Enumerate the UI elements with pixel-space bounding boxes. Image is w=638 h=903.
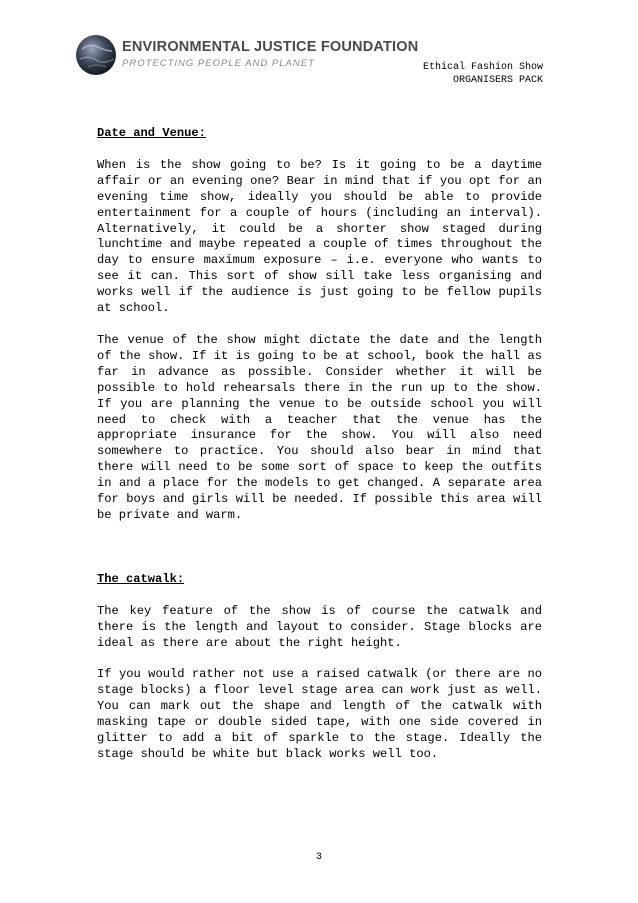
section-heading-catwalk: The catwalk: [97,571,185,586]
paragraph-date: When is the show going to be? Is it going to be a daytime affair or an evening one? Bear in mind that if you opt for an evening time show, ideally you should be able to provide entertainment for a couple of hours (including an interval). Alternatively, it could be a shorter show staged during lunchtime and maybe repeated a couple of times throughout the day to ensure maximum exposure – i.e. everyone who wants to see it can. This sort of show sill take less organising and works well if the audience is just going to be fellow pupils at school. [97,157,542,316]
globe-logo-icon [74,33,118,77]
paragraph-catwalk-floor: If you would rather not use a raised catwalk (or there are no stage blocks) a floor level stage area can work just as well. You can mark out the shape and length of the catwalk with masking tape or double sided tape, with one side covered in glitter to add a bit of sparkle to the stage. Ideally the stage should be white but black works well too. [97,667,542,761]
paragraph-venue: The venue of the show might dictate the date and the length of the show. If it is going to be at school, book the hall as far in advance as possible. Consider whether it will be possible to hold rehearsals there in the run up to the show. If you are planning the venue to be outside school you will need to check with a teacher that the venue has the appropriate insurance for the show. You will also need somewhere to practice. You should also bear in mind that there will need to be some sort of space to keep the outfits in and a place for the models to get changed. A separate area for boys and girls will be needed. If possible this area will be private and warm. [97,332,542,522]
main-content [97,126,542,763]
org-tagline: PROTECTING PEOPLE AND PLANET [122,58,315,69]
org-name: ENVIRONMENTAL JUSTICE FOUNDATION [122,39,419,55]
paragraph-catwalk-feature: The key feature of the show is of course the catwalk and there is the length and layout to consider. Stage blocks are ideal as there are about the right height. [97,603,542,650]
document-title [423,61,543,87]
document-title-line1: Ethical Fashion Show [422,62,543,73]
document-title-line2: ORGANISERS PACK [452,75,543,86]
ejf-logo [74,33,419,83]
page-number: 3 [315,852,322,863]
section-heading-date-venue: Date and Venue: [97,126,206,140]
